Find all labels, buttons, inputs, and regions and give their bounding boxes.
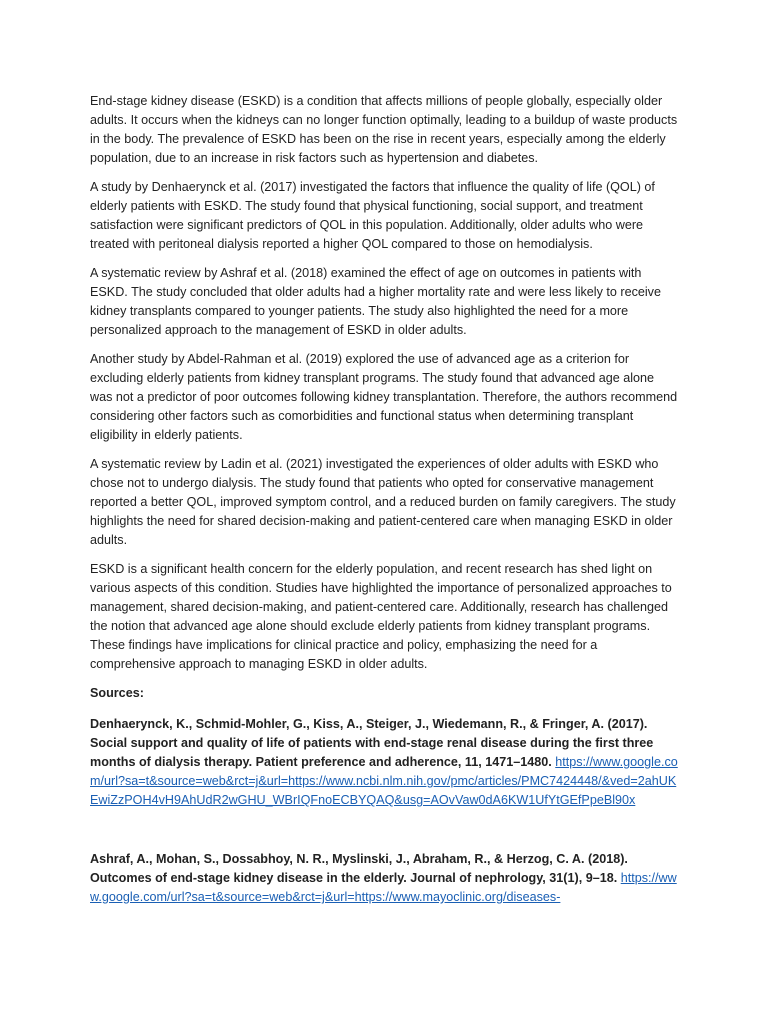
- paragraph-ashraf: A systematic review by Ashraf et al. (2018) examined the effect of age on outcomes in patients with ESKD. The study concluded that older adults had a higher mortality rate and were less likely to receive kidney transplants compared to younger patients. The study also highlighted the need for a more personalized approach to the management of ESKD in older adults.: [90, 266, 661, 337]
- paragraph-denhaerynck: A study by Denhaerynck et al. (2017) investigated the factors that influence the quality of life (QOL) of elderly patients with ESKD. The study found that physical functioning, social support, and treatment satisfaction were significant predictors of QOL in this population. Additionally, older adults who were treated with peritoneal dialysis reported a higher QOL compared to those on hemodialysis.: [90, 180, 655, 251]
- paragraph-abdel-rahman: Another study by Abdel-Rahman et al. (2019) explored the use of advanced age as a criterion for excluding elderly patients from kidney transplant programs. The study found that advanced age alone was not a predictor of poor outcomes following kidney transplantation. Therefore, the authors recommend considering other factors such as comorbidities and functional status when determining transplant eligibility in elderly patients.: [90, 352, 678, 442]
- sources-heading: Sources:: [90, 686, 144, 700]
- reference-spacer: [90, 810, 678, 850]
- reference-citation: Denhaerynck, K., Schmid-Mohler, G., Kiss, A., Steiger, J., Wiedemann, R., & Fringer, A. (2017). Social support and quality of life of patients with end-stage renal disease during the first three months of dialysis therapy. Patient preference and adherence, 11, 1471–1480.: [90, 717, 654, 769]
- document-page: [90, 92, 678, 907]
- paragraph-ladin: A systematic review by Ladin et al. (2021) investigated the experiences of older adults with ESKD who chose not to undergo dialysis. The study found that patients who opted for conservative management reported a better QOL, improved symptom control, and a reduced burden on family caregivers. The study highlights the need for shared decision-making and patient-centered care when managing ESKD in older adults.: [90, 457, 676, 547]
- paragraph-conclusion: ESKD is a significant health concern for the elderly population, and recent research has shed light on various aspects of this condition. Studies have highlighted the importance of personalized approaches to management, shared decision-making, and patient-centered care. Additionally, research has challenged the notion that advanced age alone should exclude elderly patients from kidney transplant programs. These findings have implications for clinical practice and policy, emphasizing the need for a comprehensive approach to managing ESKD in older adults.: [90, 562, 672, 671]
- reference-ashraf: [90, 850, 678, 907]
- reference-link[interactable]: https://www.google.com/url?sa=t&source=web&rct=j&url=https://www.mayoclinic.org/diseases-: [90, 871, 677, 904]
- reference-link[interactable]: https://www.google.com/url?sa=t&source=web&rct=j&url=https://www.ncbi.nlm.nih.gov/pmc/articles/PMC7424448/&ved=2ahUKEwiZzPOH4vH9AhUdR2wGHU_WBrIQFnoECBYQAQ&usg=AOvVaw0dA6KW1UfYtGEfPpeBl90x: [90, 755, 678, 807]
- reference-denhaerynck: [90, 715, 678, 810]
- paragraph-intro: End-stage kidney disease (ESKD) is a condition that affects millions of people globally, especially older adults. It occurs when the kidneys can no longer function optimally, leading to a buildup of waste products in the body. The prevalence of ESKD has been on the rise in recent years, especially among the elderly population, due to an increase in risk factors such as hypertension and diabetes.: [90, 94, 678, 165]
- reference-citation: Ashraf, A., Mohan, S., Dossabhoy, N. R., Myslinski, J., Abraham, R., & Herzog, C. A. (2018). Outcomes of end-stage kidney disease in the elderly. Journal of nephrology, 31(1), 9–18.: [90, 852, 628, 885]
